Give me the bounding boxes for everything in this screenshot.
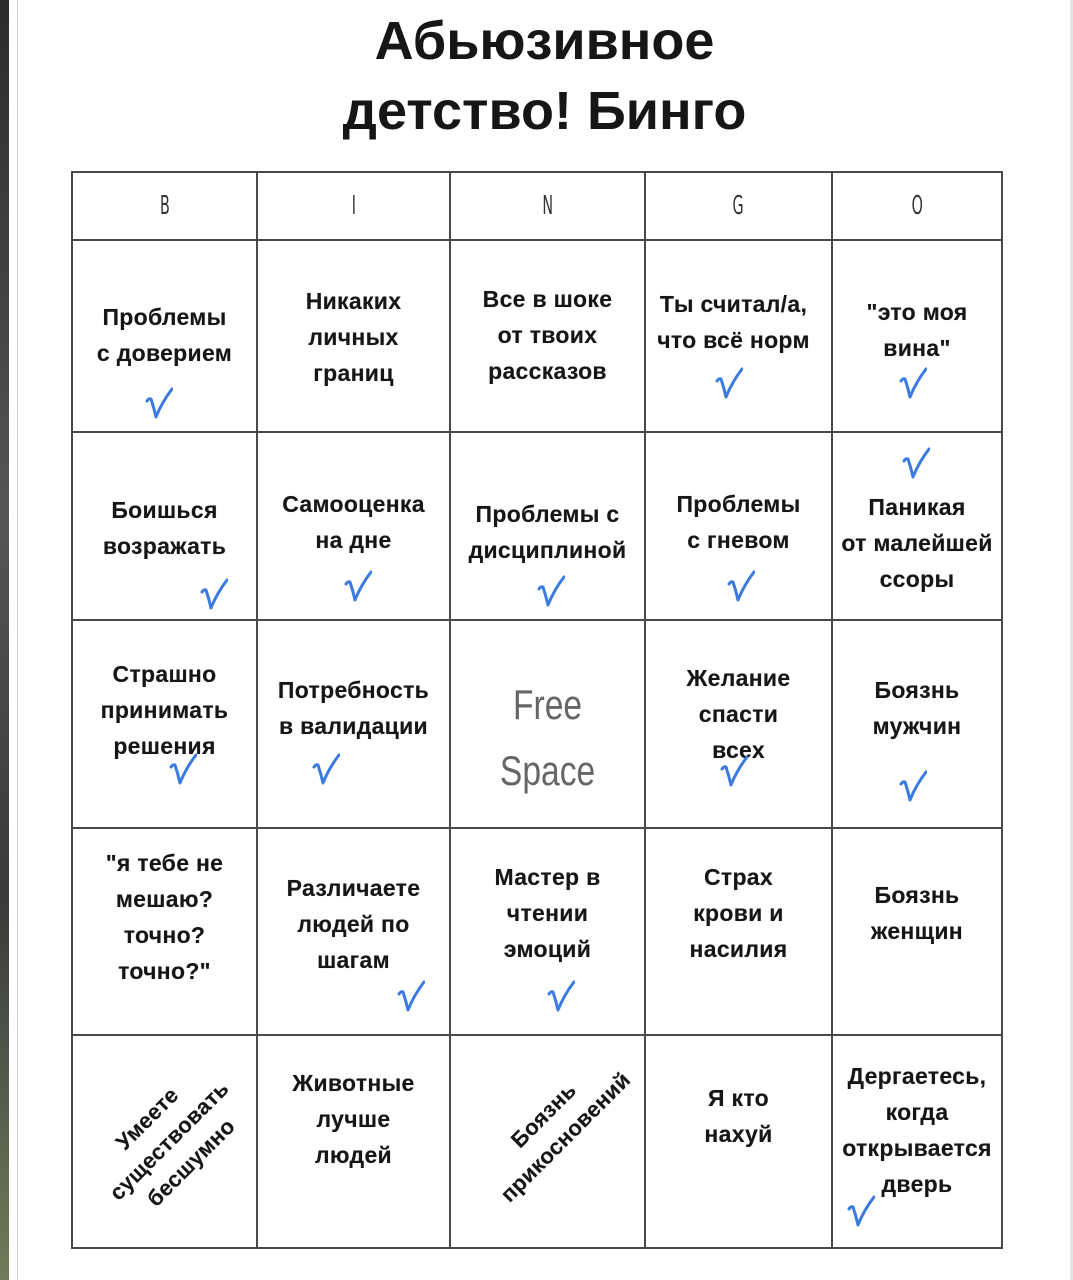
left-edge-line [17, 0, 18, 1280]
title-line-2: детство! Бинго [342, 81, 747, 141]
cell-label: Различаете людей по шагам [286, 874, 421, 973]
checkmark-icon [899, 770, 927, 802]
cell-label: Умеете существовать бесшумно [104, 1075, 241, 1212]
bingo-cell-r4c1 [73, 829, 258, 1036]
checkmark-icon [902, 447, 930, 479]
cell-label: Дергаетесь, когда открывается дверь [842, 1062, 992, 1197]
bingo-grid [71, 171, 1003, 1249]
free-space-label: Free Space [499, 681, 596, 794]
bingo-cell-r3c1 [73, 621, 258, 829]
header-letter: B [159, 191, 170, 221]
cell-label: Мастер в чтении эмоций [494, 863, 601, 962]
checkmark-icon [727, 570, 755, 602]
cell-label: Животные лучше людей [292, 1069, 415, 1168]
checkmark-icon [200, 578, 228, 610]
checkmark-icon [847, 1195, 875, 1227]
header-letter: G [732, 191, 745, 221]
cell-label: Боишься возражать [102, 497, 227, 559]
cell-label: Самооценка на дне [282, 491, 425, 553]
checkmark-icon [397, 980, 425, 1012]
bingo-cell-r2c2 [258, 433, 451, 621]
cell-label: Потребность в валидации [277, 677, 430, 739]
bingo-cell-r2c3 [451, 433, 646, 621]
bingo-cell-r4c5 [833, 829, 1003, 1036]
header-letter: I [351, 191, 356, 221]
page-title [8, 6, 1073, 146]
cell-label: Я кто нахуй [704, 1084, 773, 1147]
cell-label: Проблемы с гневом [676, 491, 801, 553]
bingo-cell-r3c5 [833, 621, 1003, 829]
bingo-cell-r5c5 [833, 1036, 1003, 1249]
cell-label: Желание спасти всех [686, 665, 791, 763]
header-cell-i [258, 173, 451, 241]
bingo-cell-r1c3 [451, 241, 646, 433]
cell-label: "я тебе не мешаю? точно? точно?" [105, 849, 224, 984]
bingo-cell-r4c2 [258, 829, 451, 1036]
free-space-cell [451, 621, 646, 829]
bingo-cell-r1c5 [833, 241, 1003, 433]
cell-label: Никаких личных границ [305, 288, 402, 386]
cell-label: Боязнь женщин [871, 881, 963, 944]
checkmark-icon [715, 367, 743, 399]
bingo-cell-r1c4 [646, 241, 833, 433]
bingo-cell-r1c1 [73, 241, 258, 433]
bingo-cell-r5c2 [258, 1036, 451, 1249]
header-cell-b [73, 173, 258, 241]
checkmark-icon [720, 755, 748, 787]
cell-label: Проблемы с доверием [96, 304, 233, 366]
bingo-cell-r4c4 [646, 829, 833, 1036]
checkmark-icon [312, 753, 340, 785]
header-cell-n [451, 173, 646, 241]
bingo-cell-r5c3 [451, 1036, 646, 1249]
bingo-cell-r5c1 [73, 1036, 258, 1249]
bingo-cell-r3c2 [258, 621, 451, 829]
header-cell-g [646, 173, 833, 241]
cell-label: "это моя вина" [866, 299, 968, 361]
cell-label: Страшно принимать решения [100, 661, 229, 759]
cell-label: Ты считал/а, что всё норм [657, 291, 810, 353]
checkmark-icon [169, 753, 197, 785]
bingo-cell-r2c1 [73, 433, 258, 621]
cell-label: Паникая от малейшей ссоры [841, 494, 993, 592]
bingo-cell-r3c4 [646, 621, 833, 829]
bingo-cell-r2c4 [646, 433, 833, 621]
left-edge-strip [0, 0, 9, 1280]
title-line-1: Абьюзивное [374, 11, 715, 71]
checkmark-icon [145, 387, 173, 419]
cell-label: Боязнь мужчин [872, 677, 962, 739]
header-letter: O [911, 191, 923, 221]
checkmark-icon [537, 575, 565, 607]
bingo-cell-r5c4 [646, 1036, 833, 1249]
checkmark-icon [547, 980, 575, 1012]
cell-label: Все в шоке от твоих рассказов [482, 286, 613, 384]
checkmark-icon [899, 367, 927, 399]
cell-label: Боязнь прикосновений [495, 1066, 636, 1207]
bingo-cell-r1c2 [258, 241, 451, 433]
checkmark-icon [344, 570, 372, 602]
bingo-cell-r2c5 [833, 433, 1003, 621]
cell-label: Проблемы с дисциплиной [468, 501, 627, 563]
cell-label: Страх крови и насилия [689, 863, 788, 962]
header-cell-o [833, 173, 1003, 241]
header-letter: N [542, 191, 553, 221]
bingo-cell-r4c3 [451, 829, 646, 1036]
